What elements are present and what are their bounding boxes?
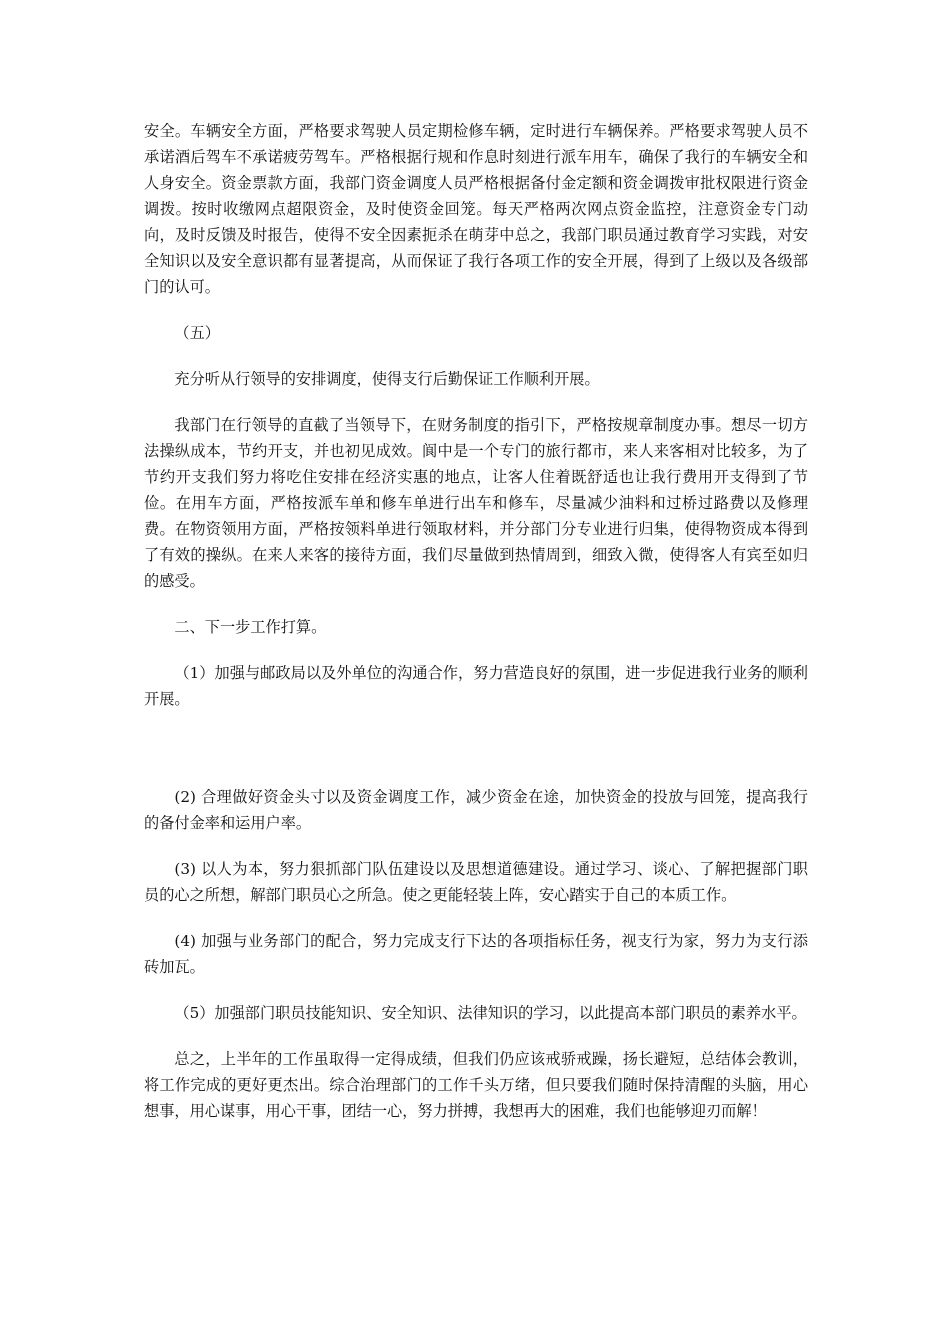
paragraph-conclusion: 总之，上半年的工作虽取得一定得成绩，但我们仍应该戒骄戒躁，扬长避短，总结体会教训，将工作完成的更好更杰出。综合治理部门的工作千头万绪，但只要我们随时保持清醒的头脑，用心想事，用心谋事，用心干事，团结一心，努力拼搏，我想再大的困难，我们也能够迎刃而解！: [144, 1050, 808, 1120]
plan-item-5: （5）加强部门职员技能知识、安全知识、法律知识的学习，以此提高本部门职员的素养水平。: [174, 1004, 807, 1022]
plan-item-2: (2) 合理做好资金头寸以及资金调度工作，减少资金在途，加快资金的投放与回笼，提高我行的备付金率和运用户率。: [144, 788, 808, 832]
paragraph-logistics-intro: 充分听从行领导的安排调度，使得支行后勤保证工作顺利开展。: [174, 370, 600, 388]
paragraph-safety: 安全。车辆安全方面，严格要求驾驶人员定期检修车辆，定时进行车辆保养。严格要求驾驶人员不承诺酒后驾车不承诺疲劳驾车。严格根据行规和作息时刻进行派车用车，确保了我行的车辆安全和人身安全。资金票款方面，我部门资金调度人员严格根据备付金定额和资金调拨审批权限进行资金调拨。按时收缴网点超限资金，及时使资金回笼。每天严格两次网点资金监控，注意资金专门动向，及时反馈及时报告，使得不安全因素扼杀在萌芽中总之，我部门职员通过教育学习实践，对安全知识以及安全意识都有显著提高，从而保证了我行各项工作的安全开展，得到了上级以及各级部门的认可。: [144, 122, 808, 296]
section-heading-five: （五）: [174, 324, 220, 342]
plan-item-3: (3) 以人为本，努力狠抓部门队伍建设以及思想道德建设。通过学习、谈心、了解把握部门职员的心之所想，解部门职员心之所急。使之更能轻装上阵，安心踏实于自己的本质工作。: [144, 860, 808, 904]
section-heading-next-plan: 二、下一步工作打算。: [174, 618, 327, 636]
plan-item-4: (4) 加强与业务部门的配合，努力完成支行下达的各项指标任务，视支行为家，努力为支行添砖加瓦。: [144, 932, 808, 976]
paragraph-cost-control: 我部门在行领导的直截了当领导下，在财务制度的指引下，严格按规章制度办事。想尽一切方法操纵成本，节约开支，并也初见成效。阆中是一个专门的旅行都市，来人来客相对比较多，为了节约开支我们努力将吃住安排在经济实惠的地点，让客人住着既舒适也让我行费用开支得到了节俭。在用车方面，严格按派车单和修车单进行出车和修车，尽量减少油料和过桥过路费以及修理费。在物资领用方面，严格按领料单进行领取材料，并分部门分专业进行归集，使得物资成本得到了有效的操纵。在来人来客的接待方面，我们尽量做到热情周到，细致入微，使得客人有宾至如归的感受。: [144, 416, 808, 590]
document-page: [144, 118, 808, 1124]
plan-item-1: （1）加强与邮政局以及外单位的沟通合作，努力营造良好的氛围，进一步促进我行业务的顺利开展。: [144, 664, 808, 708]
